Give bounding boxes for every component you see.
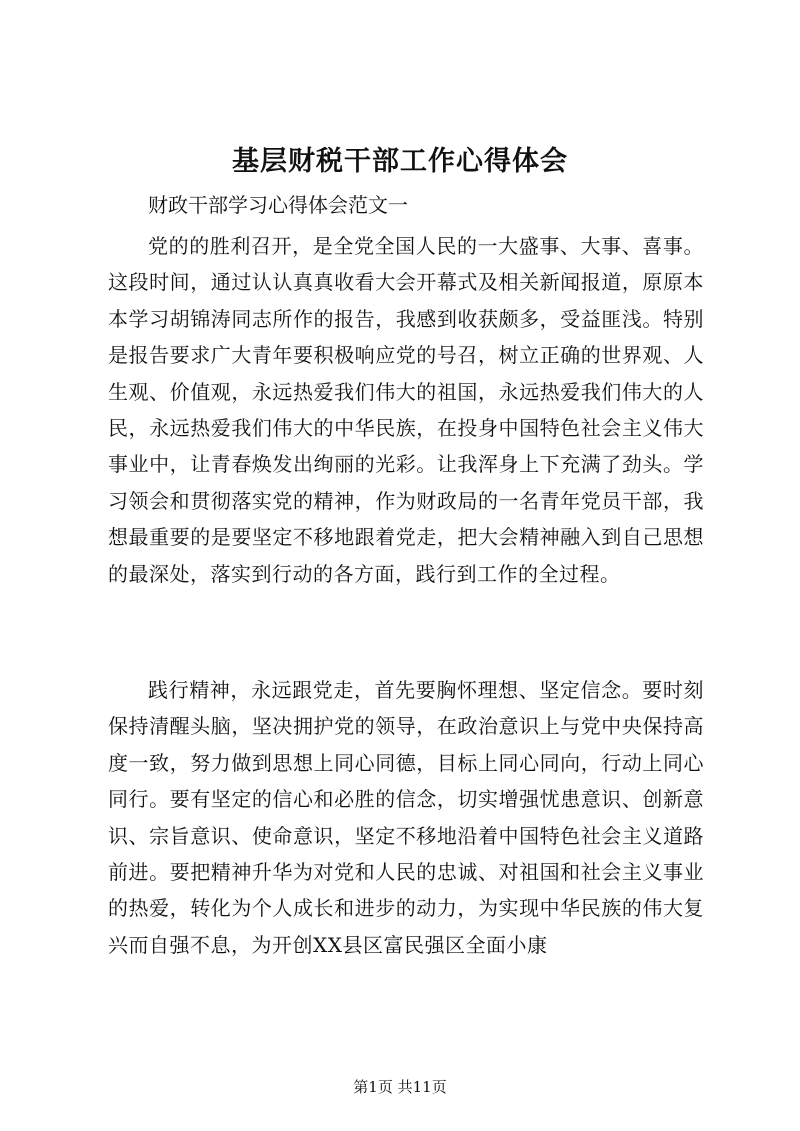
body-paragraph: 党的的胜利召开，是全党全国人民的一大盛事、大事、喜事。这段时间，通过认认真真收看大会开幕式及相关新闻报道，原原本本学习胡锦涛同志所作的报告，我感到收获颇多，受益匪浅。特别是报告要求广大青年要积极响应党的号召，树立正确的世界观、人生观、价值观，永远热爱我们伟大的祖国，永远热爱我们伟大的人民，永远热爱我们伟大的中华民族，在投身中国特色社会主义伟大事业中，让青春焕发出绚丽的光彩。让我浑身上下充满了劲头。学习领会和贯彻落实党的精神，作为财政局的一名青年党员干部，我想最重要的是要坚定不移地跟着党走，把大会精神融入到自己思想的最深处，落实到行动的各方面，践行到工作的全过程。	[108, 234, 704, 586]
document-title: 基层财税干部工作心得体会	[232, 146, 568, 177]
body-paragraph: 践行精神，永远跟党走，首先要胸怀理想、坚定信念。要时刻保持清醒头脑，坚决拥护党的领导，在政治意识上与党中央保持高度一致，努力做到思想上同心同德，目标上同心同向，行动上同心同行。要有坚定的信心和必胜的信念，切实增强忧患意识、创新意识、宗旨意识、使命意识，坚定不移地沿着中国特色社会主义道路前进。要把精神升华为对党和人民的忠诚、对祖国和社会主义事业的热爱，转化为个人成长和进步的动力，为实现中华民族的伟大复兴而自强不息，为开创XX县区富民强区全面小康	[108, 678, 704, 957]
document-subtitle: 财政干部学习心得体会范文一	[148, 193, 408, 217]
page-number-footer: 第1页 共11页	[353, 1078, 447, 1096]
